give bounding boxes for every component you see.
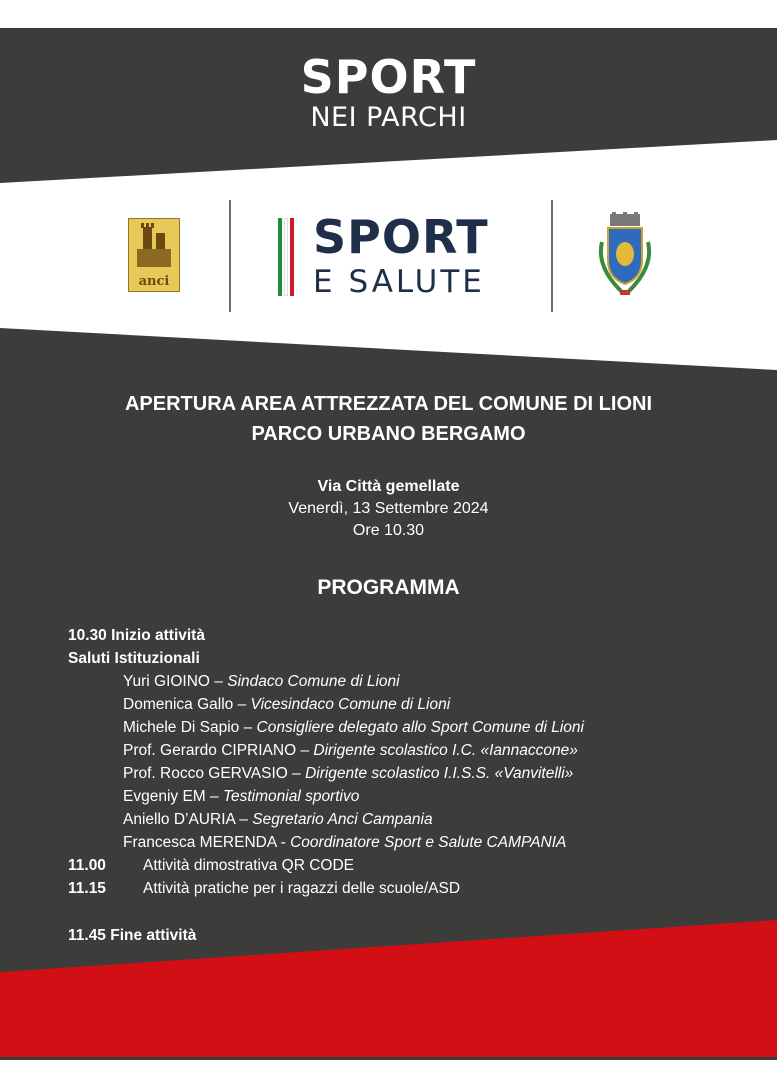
flag-green-stripe	[278, 218, 282, 296]
speaker-name: Domenica Gallo –	[123, 696, 251, 713]
speaker-role: Testimonial sportivo	[222, 788, 360, 805]
sport-e-salute-line-2: E SALUTE	[313, 264, 485, 300]
speaker-item	[123, 670, 400, 693]
programma-start: 10.30 Inizio attività	[68, 627, 205, 644]
speaker-role: Coordinatore Sport e Salute CAMPANIA	[290, 834, 567, 851]
speaker-role: Sindaco Comune di Lioni	[227, 673, 400, 690]
activity-label: Attività pratiche per i ragazzi delle scuole/ASD	[143, 880, 461, 897]
speaker-item	[123, 693, 450, 716]
logo-line-2: NEI PARCHI	[310, 102, 467, 133]
logo-divider-left	[229, 200, 231, 312]
flag-red-stripe	[290, 218, 294, 296]
speaker-role: Vicesindaco Comune di Lioni	[250, 696, 451, 713]
event-time: Ore 10.30	[352, 522, 425, 539]
speaker-item	[123, 785, 359, 808]
lioni-coat-of-arms-icon	[592, 212, 658, 302]
programma-end: 11.45 Fine attività	[68, 927, 197, 944]
programma-heading: PROGRAMMA	[317, 576, 460, 599]
activity-label: Attività dimostrativa QR CODE	[143, 857, 355, 874]
activity-item	[68, 854, 354, 877]
speaker-role: Segretario Anci Campania	[252, 811, 433, 828]
event-title-line-1: APERTURA AREA ATTREZZATA DEL COMUNE DI LIONI	[124, 393, 652, 415]
sport-e-salute-line-1: SPORT	[313, 210, 489, 264]
speaker-name: Yuri GIOINO –	[123, 673, 228, 690]
speaker-role: Consigliere delegato allo Sport Comune di Lioni	[256, 719, 584, 736]
speaker-item	[123, 808, 433, 831]
activity-time: 11.00	[68, 857, 106, 874]
speaker-name: Michele Di Sapio –	[123, 719, 257, 736]
speaker-name: Evgeniy EM –	[123, 788, 223, 805]
speaker-name: Prof. Rocco GERVASIO –	[123, 765, 306, 782]
speaker-item	[123, 762, 573, 785]
activity-item	[68, 877, 460, 900]
saluti-heading: Saluti Istituzionali	[68, 650, 200, 667]
event-address: Via Città gemellate	[317, 478, 460, 495]
anci-logo	[128, 218, 180, 292]
speaker-item	[123, 831, 566, 854]
speaker-item	[123, 739, 578, 762]
sport-nei-parchi-logo	[0, 52, 777, 134]
anci-label: anci	[138, 274, 170, 289]
speaker-name: Prof. Gerardo CIPRIANO –	[123, 742, 314, 759]
activity-time: 11.15	[68, 880, 106, 897]
event-title-line-2: PARCO URBANO BERGAMO	[251, 423, 526, 445]
speaker-role: Dirigente scolastico I.C. «Iannaccone»	[313, 742, 578, 759]
speaker-role: Dirigente scolastico I.I.S.S. «Vanvitelli»	[305, 765, 574, 782]
speaker-item	[123, 716, 584, 739]
event-date: Venerdì, 13 Settembre 2024	[288, 500, 489, 517]
flag-white-stripe	[284, 218, 288, 296]
speaker-name: Francesca MERENDA -	[123, 834, 291, 851]
logo-divider-right	[551, 200, 553, 312]
anci-tower-icon	[129, 221, 179, 277]
logo-line-1: SPORT	[300, 50, 477, 104]
speaker-name: Aniello D’AURIA –	[123, 811, 253, 828]
